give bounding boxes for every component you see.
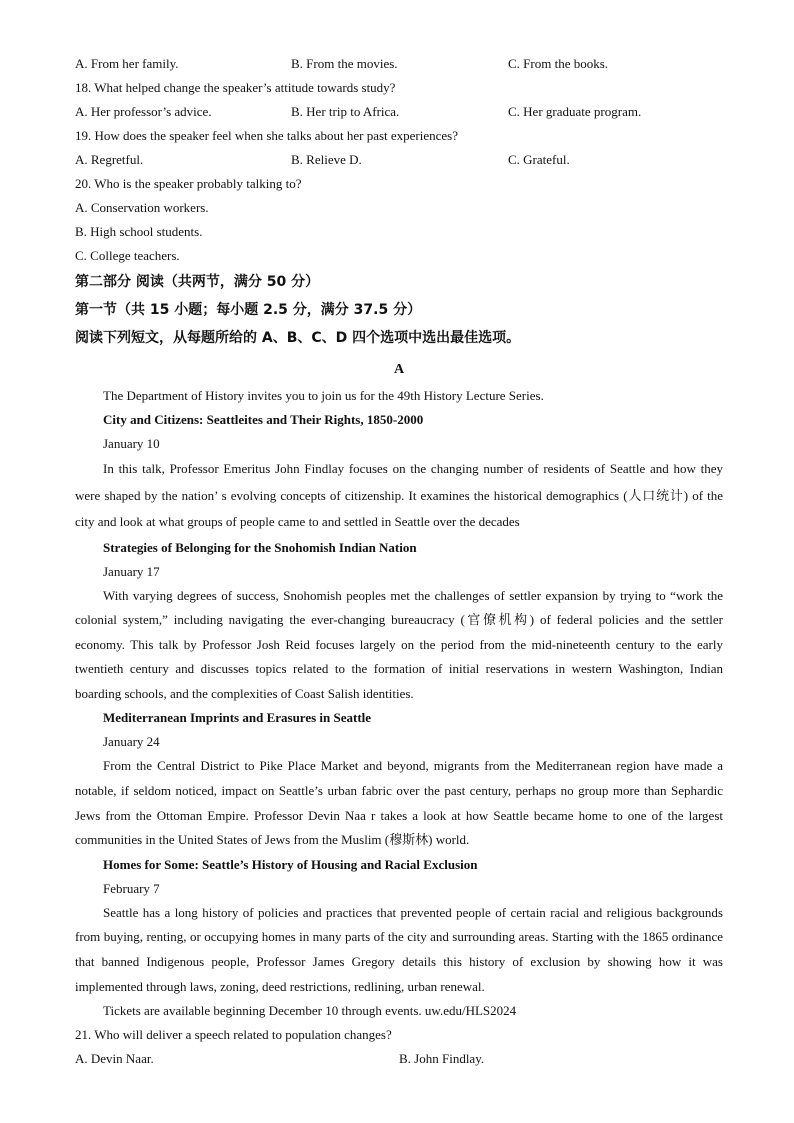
option-b: B. Her trip to Africa. [291, 104, 400, 119]
lecture-date: January 24 [103, 734, 160, 750]
lecture-title: City and Citizens: Seattleites and Their Rights, 1850-2000 [103, 412, 424, 427]
option-a: A. From her family. [75, 56, 179, 71]
option-c: C. Grateful. [508, 152, 570, 167]
lecture-body: With varying degrees of success, Snohomish peoples met the challenges of settler expansion by trying to “work the colonial system,” including navigating the ever-changing bureaucracy (官僚机构) of federal policies and the settler economy. This talk by Professor Josh Reid focuses largely on the period from the mid-nineteenth century to the early twentieth century and discusses topics related to the formation of initial reservations in western Washington, Indian boarding schools, and the complexities of Coast Salish identities. [75, 587, 723, 701]
option-b: B. Relieve D. [291, 152, 362, 167]
lecture-body: In this talk, Professor Emeritus John Findlay focuses on the changing number of residents of Seattle and how they were shaped by the nation’ s evolving concepts of citizenship. It examines the historical demographics (人口统计) of the city and look at what groups of people came to and settled in Seattle over the decades [75, 461, 723, 529]
question-21: 21. Who will deliver a speech related to population changes? [75, 1027, 392, 1043]
q18-options [75, 100, 723, 124]
question-18: 18. What helped change the speaker’s attitude towards study? [75, 80, 396, 95]
option-a: A. Conservation workers. [75, 200, 209, 215]
q21-options [75, 1047, 723, 1071]
tickets-info: Tickets are available beginning December 10 through events. uw.edu/HLS2024 [103, 1003, 517, 1019]
option-b: B. John Findlay. [399, 1051, 485, 1067]
passage-label: A [393, 362, 405, 377]
lecture-title: Strategies of Belonging for the Snohomish Indian Nation [103, 539, 417, 555]
lecture-body: Seattle has a long history of policies and practices that prevented people of certain racial and religious backgrounds from buying, renting, or occupying homes in many parts of the city and surrounding areas. Starting with the 1865 ordinance that banned Indigenous people, Professor James Gregory details this history of exclusion by showing how it was implemented through laws, zoning, deed restrictions, redlining, urban renewal. [75, 904, 723, 994]
option-c: C. Her graduate program. [508, 104, 642, 119]
lecture-date: January 10 [103, 436, 160, 451]
option-a: A. Devin Naar. [75, 1051, 154, 1067]
section-heading: 第一节（共 15 小题；每小题 2.5 分，满分 37.5 分） [75, 302, 422, 318]
lecture-title: Homes for Some: Seattle’s History of Housing and Racial Exclusion [103, 856, 478, 872]
question-19: 19. How does the speaker feel when she talks about her past experiences? [75, 128, 458, 143]
option-b: B. From the movies. [291, 56, 398, 71]
lecture-date: February 7 [103, 880, 160, 896]
lecture-date: January 17 [103, 563, 160, 579]
part-heading: 第二部分 阅读（共两节，满分 50 分） [75, 274, 320, 290]
question-20: 20. Who is the speaker probably talking to? [75, 176, 302, 191]
option-a: A. Her professor’s advice. [75, 104, 212, 119]
option-c: C. College teachers. [75, 248, 180, 263]
instruction: 阅读下列短文，从每题所给的 A、B、C、D 四个选项中选出最佳选项。 [75, 330, 521, 346]
option-c: C. From the books. [508, 56, 609, 71]
q17-options [75, 52, 723, 76]
passage-intro: The Department of History invites you to join us for the 49th History Lecture Series. [103, 388, 544, 403]
option-a: A. Regretful. [75, 152, 144, 167]
lecture-title: Mediterranean Imprints and Erasures in Seattle [103, 710, 372, 726]
document-page [75, 52, 723, 1071]
q19-options [75, 148, 723, 172]
option-b: B. High school students. [75, 224, 203, 239]
lecture-body: From the Central District to Pike Place Market and beyond, migrants from the Mediterranean region have made a notable, if seldom noticed, impact on Seattle’s urban fabric over the past century, perhaps no group more than Sephardic Jews from the Ottoman Empire. Professor Devin Naa r takes a look at how Seattle became home to one of the largest communities in the United States of Jews from the Muslim (穆斯林) world. [75, 758, 723, 848]
